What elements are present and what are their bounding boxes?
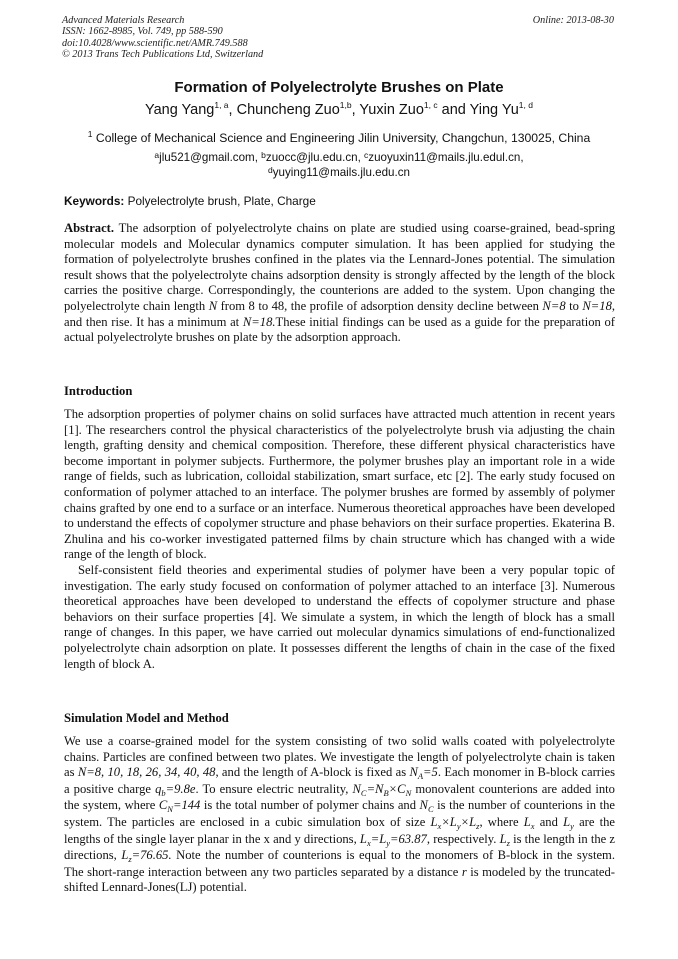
- math-symbol: =L: [370, 831, 387, 846]
- affiliation: [0, 131, 678, 145]
- introduction-body: [64, 407, 615, 672]
- paragraph: Self-consistent field theories and experimental studies of polymer have been a very popular topic of investigation. The early study focused on conformation of polymer attached to an interface [3]. Numerous theoretical approaches have been developed to understand the effects of copolymer structure and phase behaviors on their surface properties [4]. We simulate a system, in which the length of block has a small range of changes. In this paper, we have carried out molecular dynamics simulations of end-functionalized polyelectrolyte chain adsorption on plate. It possesses different the lengths of chain in the case of the fixed length of block A.: [64, 562, 615, 671]
- math-subscript: B: [383, 787, 389, 798]
- paragraph: The adsorption properties of polymer chains on solid surfaces have attracted much attention in recent years [1]. The researchers control the physical characteristics of the polyelectrolyte brush via adjusting the chain length, grafting density and chemical composition. Therefore, these different physical characteristics have become important in polymer subjects. Furthermore, the polymer brushes play an important role in a wide range of fields, such as lubrication, colloidal stabilization, smart surface, etc [2]. The early study focused on conformation of polymer attached to an interface. The polymer brushes are formed by assembly of polymer chains grafted by one end to a surface or an interface. Numerous theoretical approaches have been developed to understand the effects of copolymer structure and phase behaviors on their surface properties. Ekaterina B. Zhulina and his co-worker investigated patterned films by chain structure which has changed with a wide range of the length of block.: [64, 407, 615, 562]
- math-symbol: L: [121, 848, 129, 863]
- math-var: N=8: [542, 298, 566, 313]
- math-var: N=8, 10, 18, 26, 34, 40, 48: [77, 765, 216, 780]
- journal-header: [62, 15, 263, 61]
- math-subscript: x: [366, 837, 371, 848]
- email-mark: b: [261, 150, 266, 160]
- math-subscript: C: [360, 787, 367, 798]
- keywords-text: Polyelectrolyte brush, Plate, Charge: [127, 194, 316, 208]
- math-var: [524, 815, 535, 829]
- math-symbol: N: [352, 781, 361, 796]
- abstract: [64, 221, 615, 346]
- email-address[interactable]: jlu521@gmail.com: [159, 151, 255, 164]
- math-symbol: L: [523, 814, 531, 829]
- math-subscript: C: [427, 804, 434, 815]
- math-var: N: [208, 298, 218, 313]
- math-var: [409, 765, 438, 782]
- math-value: =5: [423, 765, 438, 780]
- email-mark: d: [268, 165, 273, 175]
- method-text: , and the length of A-block is fixed as: [215, 765, 407, 780]
- author-affil-mark: 1, a: [214, 100, 229, 110]
- affiliation-text: College of Mechanical Science and Engineering Jilin University, Changchun, 130025, China: [95, 131, 591, 145]
- author-separator: and: [437, 102, 470, 118]
- math-symbol: N: [409, 765, 418, 780]
- math-subscript: x: [437, 820, 442, 831]
- math-var: [155, 782, 195, 796]
- author-name: Chuncheng Zuo: [236, 102, 340, 118]
- paper-title: Formation of Polyelectrolyte Brushes on Plate: [174, 79, 504, 96]
- author-affil-mark: 1, d: [518, 100, 533, 110]
- author-affil-mark: 1,b: [339, 100, 352, 110]
- math-symbol: C: [158, 798, 168, 813]
- math-var: N=18.: [242, 314, 276, 329]
- math-var: N=18: [582, 298, 612, 313]
- copyright-line: © 2013 Trans Tech Publications Ltd, Switzerland: [62, 49, 264, 61]
- method-body: [64, 734, 615, 896]
- math-symbol: N: [419, 798, 428, 813]
- math-symbol: q: [155, 781, 162, 796]
- affiliation-mark: 1: [87, 129, 93, 139]
- math-symbol: L: [359, 831, 367, 846]
- method-text: . To ensure electric neutrality,: [195, 781, 349, 796]
- method-text: is modeled by the truncated-shifted Lennard-Jones(LJ) potential.: [64, 864, 615, 895]
- email-address[interactable]: yuying11@mails.jlu.edu.cn: [272, 166, 410, 179]
- math-symbol: ×C: [388, 781, 406, 796]
- email-mark: a: [154, 150, 160, 160]
- author-separator: ,: [351, 102, 360, 118]
- method-text: is the length in the z directions,: [64, 831, 616, 863]
- math-subscript: z: [476, 820, 480, 831]
- keywords: [64, 194, 316, 208]
- math-value: =144: [172, 798, 201, 813]
- math-var: [431, 815, 480, 829]
- author-affil-mark: 1, c: [423, 100, 438, 110]
- math-subscript: N: [167, 804, 173, 815]
- method-text: are the lengths of the single layer planar in the x and y directions,: [64, 814, 615, 846]
- abstract-text: to: [569, 298, 579, 313]
- author-name: Yang Yang: [145, 102, 215, 118]
- math-var: [563, 815, 574, 829]
- math-value: =9.8e: [165, 781, 196, 796]
- method-text: , respectively.: [426, 831, 497, 846]
- math-symbol: =N: [366, 781, 384, 796]
- math-symbol: L: [563, 814, 571, 829]
- section-heading-introduction: Introduction: [64, 384, 133, 398]
- math-subscript: b: [161, 787, 166, 798]
- author-name: Yuxin Zuo: [359, 102, 424, 118]
- doi-line: doi:10.4028/www.scientific.net/AMR.749.588: [62, 37, 248, 49]
- email-mark: c: [364, 150, 369, 160]
- method-text: . Each monomer in B-block carries a positive charge: [64, 765, 615, 796]
- math-subscript: z: [506, 837, 510, 848]
- method-text: is the total number of polymer chains and: [203, 798, 417, 813]
- email-address[interactable]: zuoyuxin11@mails.jlu.edul.cn: [368, 151, 521, 164]
- math-var: [360, 832, 427, 846]
- abstract-text: The adsorption of polyelectrolyte chains on plate are studied using coarse-grained, bead-spring molecular models and Molecular dynamics computer simulation. It has been applied for studying the formation of polyelectrolyte brushes confined in the plates via the Lennard-Jones potential. The simulation result shows that the polyelectrolyte chains adsorption density is strongly affected by the length of the block carries the positive charge. Correspondingly, the counterions are added to the system. Upon changing the polyelectrolyte chain length: [64, 221, 615, 313]
- method-text: , where: [479, 814, 519, 829]
- journal-name: Advanced Materials Research: [62, 15, 185, 26]
- keywords-label: Keywords:: [64, 194, 125, 208]
- math-symbol: L: [430, 814, 438, 829]
- abstract-text: from 8 to 48, the profile of adsorption density decline between: [220, 298, 539, 313]
- math-subscript: z: [128, 854, 132, 865]
- math-var: [419, 798, 434, 815]
- math-subscript: x: [530, 820, 535, 831]
- email-list: $^a$jlu521@gmail.com, $^b$zuocc@jlu.edu.cn, $^c$zuoyuxin11@mails.jlu.edul.cn, $^d$yuying11@mails.jlu.edu.cn: [154, 150, 524, 179]
- math-symbol: L: [499, 831, 507, 846]
- math-subscript: y: [386, 837, 391, 848]
- section-heading-method: Simulation Model and Method: [64, 711, 229, 725]
- method-text: We use a coarse-grained model for the system consisting of two solid walls coated with polyelectrolyte chains. Particles are confined between two plates. We investigate the length of polyelectrolyte chain is taken as: [64, 734, 615, 780]
- issn-line: ISSN: 1662-8985, Vol. 749, pp 588-590: [62, 26, 223, 38]
- email-address[interactable]: zuocc@jlu.edu.cn: [265, 151, 358, 164]
- math-var: r: [461, 864, 467, 879]
- method-text: and: [539, 814, 558, 829]
- method-text: monovalent counterions are added into the system, where: [64, 781, 615, 813]
- method-text: is the number of counterions in the system. The particles are enclosed in a cubic simulation box of size: [64, 798, 615, 829]
- abstract-text: These initial findings can be used as a guide for the preparation of actual polyelectrolyte brushes on plate by the adsorption approach.: [64, 314, 615, 345]
- abstract-text: , and then rise. It has a minimum at: [64, 298, 616, 329]
- math-var: [121, 848, 172, 865]
- math-value: =76.65.: [131, 848, 172, 863]
- math-value: =63.87: [390, 831, 427, 846]
- math-var: [352, 782, 411, 796]
- math-var: [500, 832, 510, 846]
- author-name: Ying Yu: [469, 102, 519, 118]
- math-symbol: ×L: [441, 814, 457, 829]
- author-separator: ,: [228, 102, 237, 118]
- abstract-label: Abstract.: [64, 221, 115, 235]
- math-subscript: N: [405, 787, 412, 798]
- math-symbol: ×L: [460, 814, 477, 829]
- method-text: Note the number of counterions is equal to the monomers of B-block in the system. The short-range interaction between any two particles separated by a distance: [64, 848, 615, 879]
- online-date: Online: 2013-08-30: [532, 15, 614, 26]
- math-subscript: A: [417, 771, 424, 782]
- author-list: [0, 102, 678, 118]
- math-var: [158, 798, 201, 815]
- math-subscript: y: [456, 820, 461, 831]
- math-subscript: y: [570, 820, 574, 831]
